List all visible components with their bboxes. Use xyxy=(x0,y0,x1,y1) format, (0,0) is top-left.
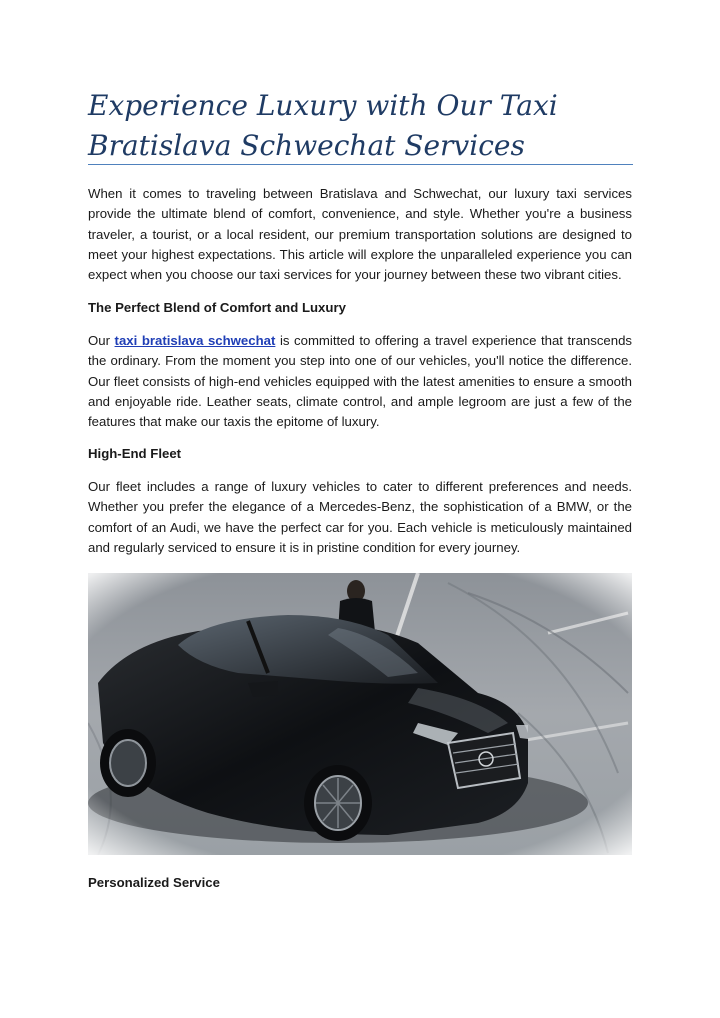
section-heading-fleet: High-End Fleet xyxy=(88,446,182,461)
intro-paragraph: When it comes to traveling between Bratislava and Schwechat, our luxury taxi services provide the ultimate blend of comfort, convenience, and style. Whether you're a business traveler, a tourist, or a local resident, our premium transportation solutions are designed to meet your highest expectations. This article will explore the unparalleled experience you can expect when you choose our taxi services for your journey between these two vibrant cities. xyxy=(88,186,632,283)
comfort-text-body: is committed to offering a travel experience that transcends the ordinary. From the moment you step into one of our vehicles, you'll notice the difference. Our fleet consists of high-end vehicles equipped with the latest amenities to ensure a smooth and enjoyable ride. Leather seats, climate control, and ample legroom are just a few of the features that make our taxis the epitome of luxury. xyxy=(88,333,633,430)
article-title: Experience Luxury with Our Taxi Bratislava Schwechat Services xyxy=(88,89,558,162)
section-heading-comfort: The Perfect Blend of Comfort and Luxury xyxy=(88,300,346,315)
luxury-car-photo xyxy=(88,573,632,855)
comfort-text-lead: Our xyxy=(88,333,115,348)
comfort-paragraph xyxy=(88,331,632,432)
title-underline xyxy=(88,164,633,165)
section-heading-personalized: Personalized Service xyxy=(88,875,220,890)
fleet-paragraph: Our fleet includes a range of luxury vehicles to cater to different preferences and needs. Whether you prefer the elegance of a Mercedes-Benz, the sophistication of a BMW, or the comfort of an Audi, we have the perfect car for you. Each vehicle is meticulously maintained and regularly serviced to ensure it is in pristine condition for every journey. xyxy=(88,479,632,555)
car-illustration xyxy=(88,573,632,855)
taxi-bratislava-schwechat-link[interactable]: taxi bratislava schwechat xyxy=(114,333,276,348)
